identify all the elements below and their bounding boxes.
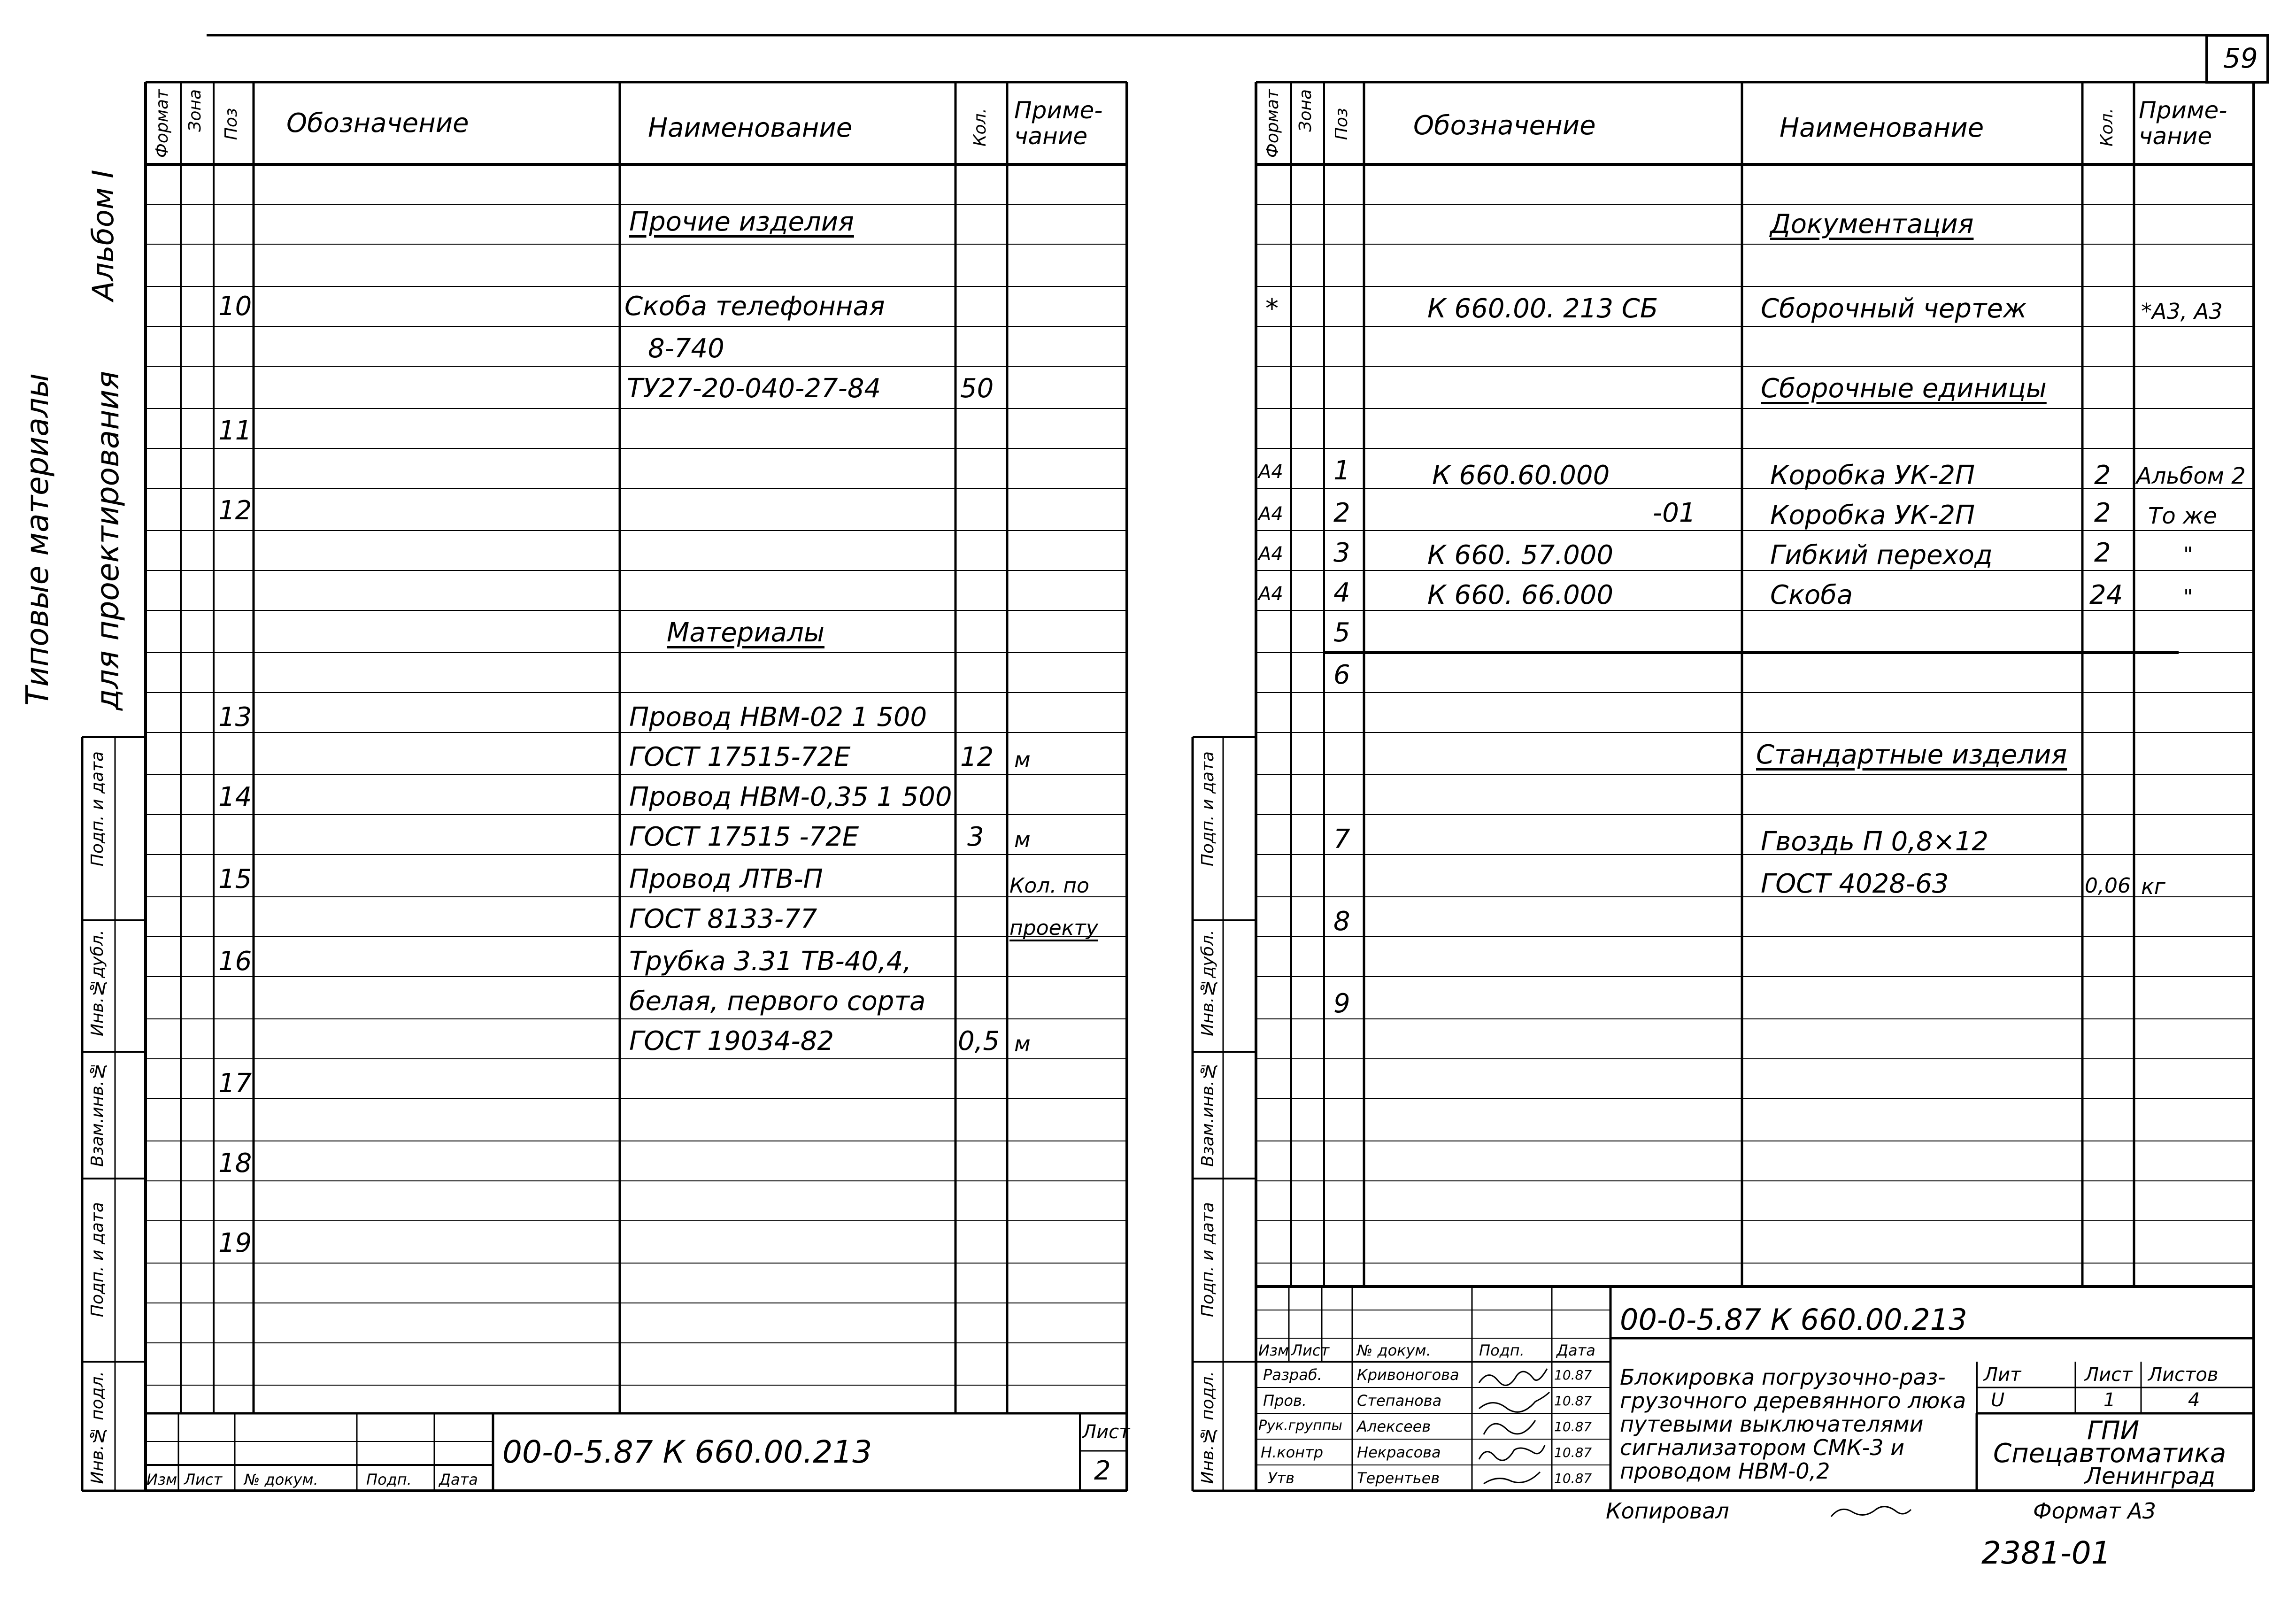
footer-col-date: Дата	[439, 1471, 478, 1488]
series-title-line1: Типовые материалы	[19, 373, 55, 706]
col-header-note-2: чание	[1014, 123, 1088, 150]
doc-title-line3: путевыми выключателями	[1620, 1411, 1924, 1437]
person-name: Некрасова	[1357, 1443, 1441, 1461]
pos-cell: 19	[218, 1228, 252, 1258]
qty-cell: 0,06	[2085, 874, 2131, 898]
note-cell: проекту	[1009, 916, 1098, 940]
name-cell: ТУ27-20-040-27-84	[627, 373, 881, 404]
note-cell: Альбом 2	[2136, 463, 2246, 489]
r-col-header-zone: Зона	[1296, 89, 1315, 132]
note-cell: То же	[2148, 503, 2217, 529]
stamp-inv-dubl: Инв.№дубл.	[88, 930, 107, 1036]
section-materials: Материалы	[667, 617, 824, 648]
left-footer-sheet-value: 2	[1094, 1456, 1111, 1486]
stamp-sign-date-1-right: Подп. и дата	[1198, 1202, 1217, 1318]
footer-col-doc: № докум.	[244, 1471, 318, 1488]
org-line1: ГПИ	[2087, 1416, 2140, 1445]
name-cell: Скоба телефонная	[624, 291, 885, 322]
col-header-designation: Обозначение	[286, 108, 469, 139]
pos-cell: 9	[1333, 988, 1350, 1019]
tb-sheet-label: Лист	[2085, 1364, 2133, 1386]
qty-cell: 0,5	[958, 1026, 1000, 1056]
stamp-inv-no-podl: Инв.№ подл.	[88, 1371, 107, 1484]
pos-cell: 10	[218, 291, 252, 322]
r-col-header-format: Формат	[1263, 89, 1282, 158]
name-cell: Гибкий переход	[1770, 540, 1993, 570]
tb-col-izm: Изм	[1258, 1341, 1289, 1359]
designation-cell: К 660.60.000	[1432, 460, 1610, 491]
pos-cell: 18	[218, 1148, 252, 1179]
pos-cell: 2	[1333, 498, 1350, 528]
pos-cell: 13	[218, 702, 252, 732]
person-date: 10.87	[1554, 1419, 1592, 1434]
qty-cell: 12	[960, 742, 994, 772]
name-cell: ГОСТ 17515-72Е	[629, 742, 851, 772]
pos-cell: 11	[218, 416, 252, 446]
name-cell: ГОСТ 17515 -72Е	[629, 822, 859, 852]
note-cell: м	[1014, 1031, 1031, 1056]
stamp-sign-date-1: Подп. и дата	[88, 1202, 107, 1318]
name-cell: Провод ЛТВ-П	[629, 864, 823, 894]
qty-cell: 3	[967, 822, 984, 852]
tb-col-list: Лист	[1291, 1341, 1330, 1359]
person-name: Кривоногова	[1357, 1366, 1459, 1384]
person-role: Рук.группы	[1258, 1418, 1342, 1434]
person-date: 10.87	[1554, 1393, 1592, 1409]
col-header-note-1: Приме-	[1014, 97, 1103, 124]
format-cell: А4	[1258, 503, 1283, 525]
designation-cell: К 660.00. 213 СБ	[1427, 293, 1658, 324]
format-cell: А4	[1258, 583, 1283, 605]
format-cell: *	[1265, 293, 1279, 324]
pos-cell: 12	[218, 495, 252, 526]
name-cell: Сборочный чертеж	[1761, 293, 2027, 324]
note-cell: "	[2183, 543, 2193, 567]
r-col-header-pos: Поз	[1332, 108, 1351, 140]
name-cell: Провод НВМ-0,35 1 500	[629, 782, 952, 812]
lit-value: U	[1991, 1389, 2005, 1411]
tb-sheet-value: 1	[2103, 1389, 2116, 1411]
designation-cell: -01	[1653, 498, 1696, 528]
stamp-inv-no-podl-right: Инв.№ подл.	[1198, 1371, 1217, 1484]
tb-col-sign: Подп.	[1479, 1341, 1525, 1359]
format-cell: А4	[1258, 543, 1283, 565]
qty-cell: 50	[960, 373, 994, 404]
stamp-vzam-inv: Взам.инв.№	[88, 1061, 107, 1167]
name-cell: 8-740	[648, 333, 724, 364]
person-role: Утв	[1268, 1469, 1294, 1487]
sheet-number: 59	[2223, 42, 2258, 74]
stamp-vzam-inv-right: Взам.инв.№	[1198, 1061, 1217, 1167]
note-cell: кг	[2141, 874, 2165, 899]
pos-cell: 4	[1333, 578, 1350, 608]
sheets-value: 4	[2188, 1389, 2200, 1411]
section-assembly-units: Сборочные единицы	[1761, 373, 2047, 404]
person-name: Алексеев	[1357, 1418, 1431, 1435]
stamp-sign-date-2-right: Подп. и дата	[1198, 751, 1217, 867]
person-role: Н.контр	[1261, 1443, 1324, 1461]
format-label: Формат А3	[2033, 1498, 2156, 1524]
note-cell: м	[1014, 827, 1031, 852]
doc-title-line5: проводом НВМ-0,2	[1620, 1458, 1830, 1484]
col-header-format: Формат	[153, 89, 172, 158]
note-cell: *А3, А3	[2141, 299, 2223, 324]
pos-cell: 1	[1333, 455, 1350, 486]
pos-cell: 5	[1333, 617, 1350, 648]
footer-col-sign: Подп.	[366, 1471, 412, 1488]
designation-cell: К 660. 66.000	[1427, 580, 1613, 610]
person-date: 10.87	[1554, 1367, 1592, 1383]
person-name: Степанова	[1357, 1392, 1442, 1410]
footer-col-izm: Изм	[146, 1471, 177, 1488]
copied-label: Копировал	[1606, 1498, 1729, 1524]
name-cell: ГОСТ 4028-63	[1761, 869, 1949, 899]
album-label: Альбом I	[86, 170, 120, 301]
stamp-inv-dubl-right: Инв.№дубл.	[1198, 930, 1217, 1036]
person-name: Терентьев	[1357, 1469, 1440, 1487]
name-cell: ГОСТ 8133-77	[629, 904, 817, 934]
qty-cell: 24	[2089, 580, 2123, 610]
r-col-header-qty: Кол.	[2097, 108, 2117, 147]
name-cell: Провод НВМ-02 1 500	[629, 702, 927, 732]
qty-cell: 2	[2094, 460, 2111, 491]
pos-cell: 6	[1333, 660, 1350, 690]
pos-cell: 8	[1333, 906, 1350, 937]
name-cell: Трубка 3.31 ТВ-40,4,	[629, 946, 912, 977]
name-cell: ГОСТ 19034-82	[629, 1026, 834, 1056]
name-cell: Коробка УК-2П	[1770, 460, 1975, 491]
inventory-number: 2381-01	[1981, 1535, 2111, 1571]
left-footer-sheet-label: Лист	[1082, 1421, 1130, 1443]
person-role: Разраб.	[1263, 1366, 1322, 1384]
note-cell: "	[2183, 585, 2193, 609]
note-cell: Кол. по	[1009, 874, 1089, 898]
qty-cell: 2	[2094, 498, 2111, 528]
doc-title-line1: Блокировка погрузочно-раз-	[1620, 1364, 1946, 1390]
col-header-qty: Кол.	[971, 108, 990, 147]
r-col-header-note-2: чание	[2139, 123, 2212, 150]
stamp-sign-date-2: Подп. и дата	[88, 751, 107, 867]
tb-col-date: Дата	[1556, 1341, 1595, 1359]
doc-title-line2: грузочного деревянного люка	[1620, 1388, 1966, 1413]
pos-cell: 15	[218, 864, 252, 894]
col-header-pos: Поз	[222, 108, 241, 140]
org-line2: Спецавтоматика	[1993, 1438, 2227, 1469]
lit-label: Лит	[1984, 1364, 2021, 1386]
pos-cell: 16	[218, 946, 252, 977]
pos-cell: 7	[1333, 824, 1350, 855]
name-cell: белая, первого сорта	[629, 986, 926, 1017]
name-cell: Коробка УК-2П	[1770, 500, 1975, 531]
qty-cell: 2	[2094, 538, 2111, 568]
name-cell: Скоба	[1770, 580, 1853, 610]
footer-col-list: Лист	[184, 1471, 223, 1488]
sheets-label: Листов	[2148, 1364, 2219, 1386]
person-date: 10.87	[1554, 1445, 1592, 1460]
title-block-doc-code: 00-0-5.87 К 660.00.213	[1620, 1302, 1967, 1337]
person-role: Пров.	[1263, 1392, 1307, 1410]
name-cell: Гвоздь П 0,8×12	[1761, 826, 1988, 857]
section-other-items: Прочие изделия	[629, 207, 854, 237]
r-col-header-name: Наименование	[1780, 113, 1984, 143]
col-header-zone: Зона	[185, 89, 205, 132]
org-line3: Ленинград	[2085, 1463, 2215, 1489]
section-standard-items: Стандартные изделия	[1756, 740, 2067, 770]
tb-col-doc: № докум.	[1357, 1341, 1431, 1359]
section-documentation: Документация	[1770, 209, 1974, 239]
note-cell: м	[1014, 747, 1031, 772]
person-date: 10.87	[1554, 1471, 1592, 1486]
pos-cell: 14	[218, 782, 252, 812]
designation-cell: К 660. 57.000	[1427, 540, 1613, 570]
r-col-header-designation: Обозначение	[1413, 110, 1596, 141]
col-header-name: Наименование	[648, 113, 853, 143]
pos-cell: 17	[218, 1068, 252, 1099]
r-col-header-note-1: Приме-	[2139, 97, 2227, 124]
format-cell: А4	[1258, 461, 1283, 483]
pos-cell: 3	[1333, 538, 1350, 568]
doc-title-line4: сигнализатором СМК-3 и	[1620, 1435, 1905, 1460]
series-title-line2: для проектирования	[90, 370, 126, 710]
left-footer-doc-code: 00-0-5.87 К 660.00.213	[502, 1434, 872, 1470]
